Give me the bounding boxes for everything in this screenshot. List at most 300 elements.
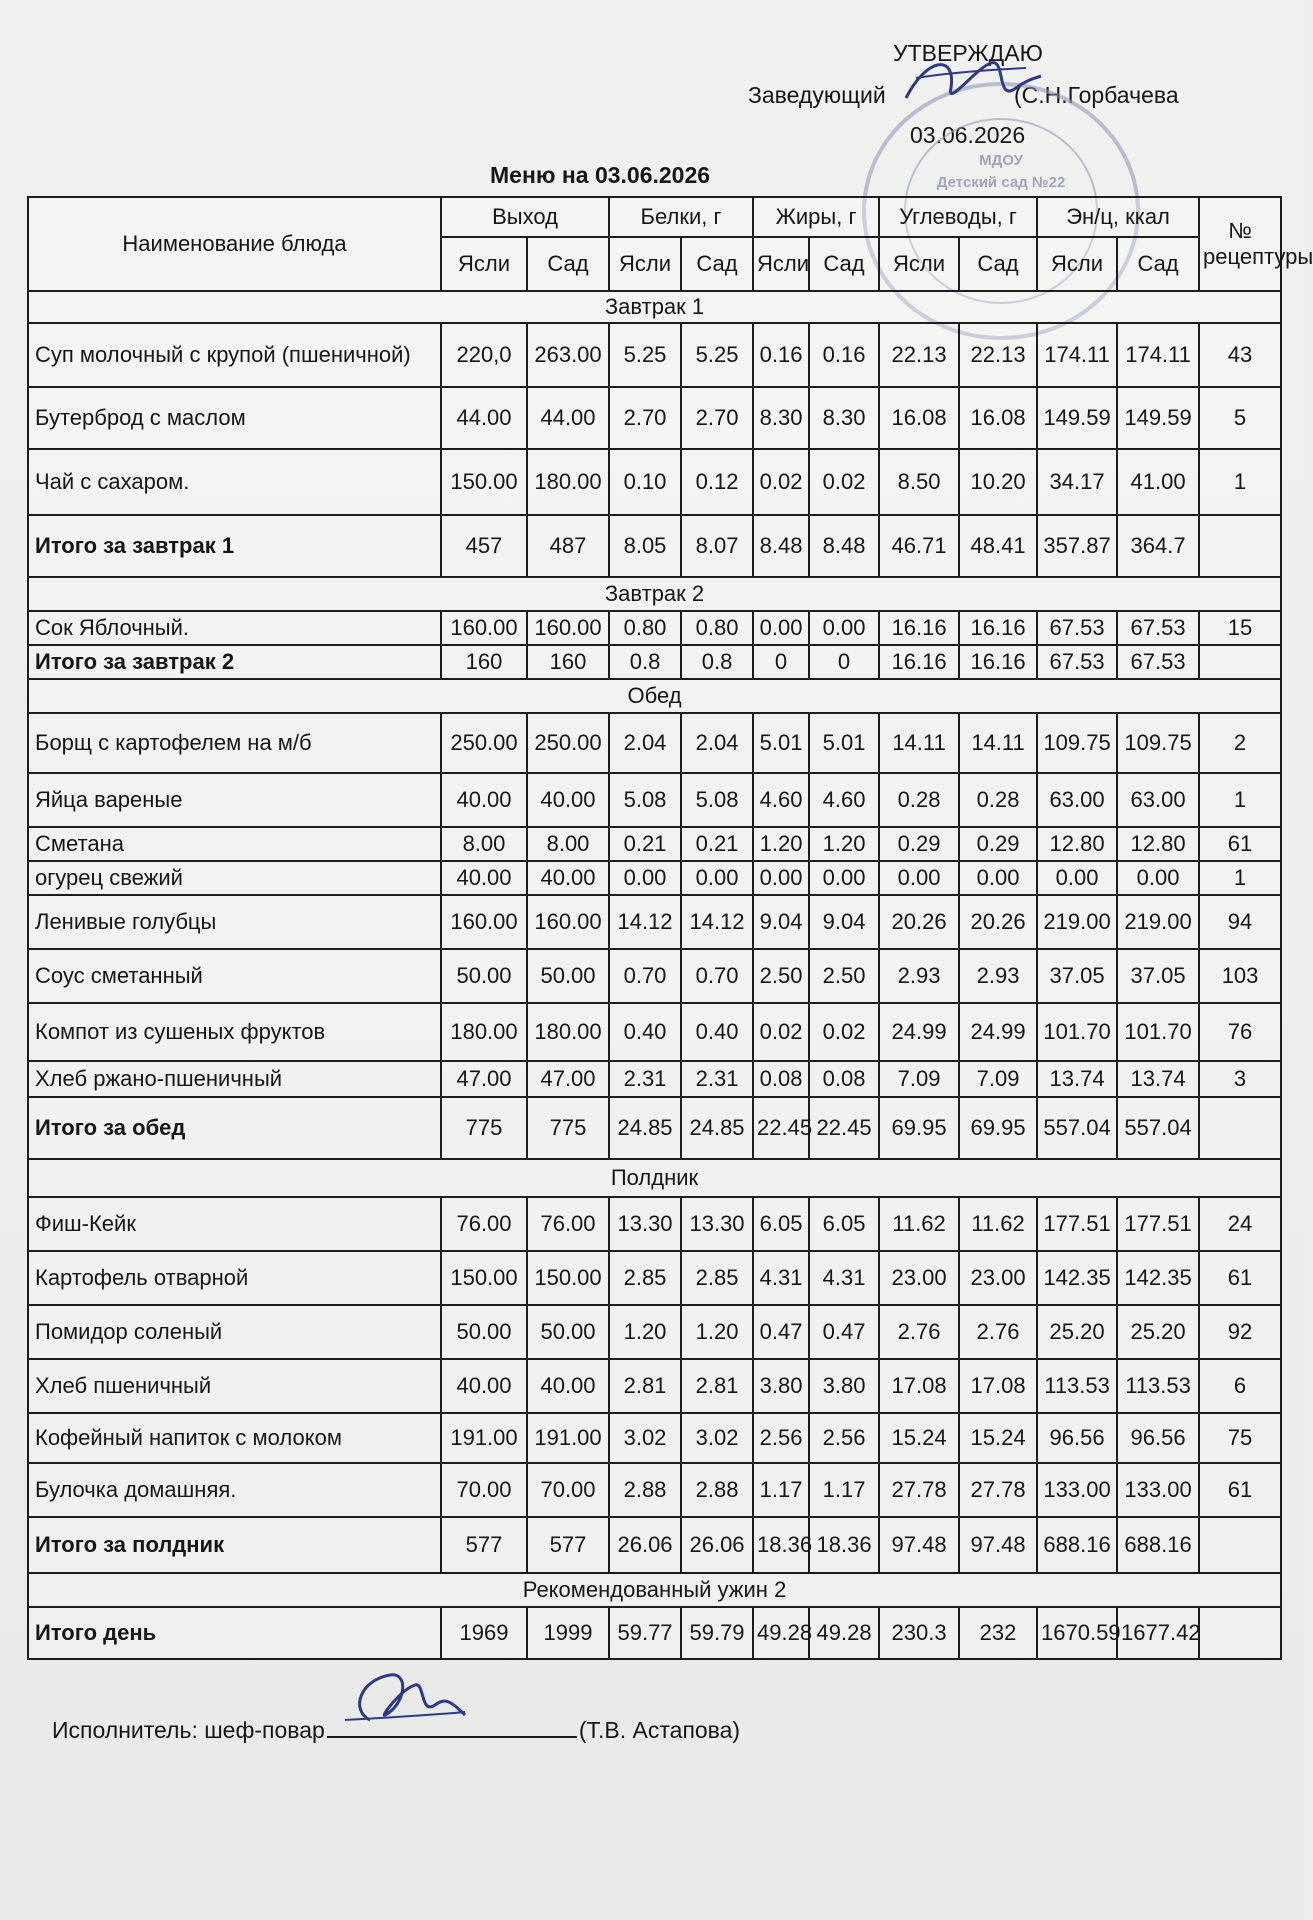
total-value: 457 (441, 515, 527, 577)
dish-value: 70.00 (527, 1463, 609, 1517)
approval-position: Заведующий (748, 82, 886, 108)
dish-value: 2.81 (681, 1359, 753, 1413)
dish-value: 67.53 (1117, 611, 1199, 645)
dish-name: Кофейный напиток с молоком (28, 1413, 441, 1463)
dish-value: 219.00 (1117, 895, 1199, 949)
dish-value: 61 (1199, 1251, 1281, 1305)
dish-name: Яйца вареные (28, 773, 441, 827)
dish-value: 0.70 (681, 949, 753, 1003)
dish-value: 250.00 (441, 713, 527, 773)
total-value: 24.85 (609, 1097, 681, 1159)
dish-value: 2.93 (879, 949, 959, 1003)
dish-value: 23.00 (959, 1251, 1037, 1305)
dish-row (28, 611, 1281, 645)
header-sub: Сад (527, 237, 609, 291)
total-value: 1999 (527, 1607, 609, 1659)
menu-table (27, 196, 1313, 1660)
dish-value: 2.76 (959, 1305, 1037, 1359)
total-value: 22.45 (753, 1097, 809, 1159)
footer-label: Исполнитель: шеф-повар (52, 1717, 325, 1743)
total-value: 49.28 (809, 1607, 879, 1659)
dish-value: 96.56 (1037, 1413, 1117, 1463)
dish-value: 24.99 (959, 1003, 1037, 1061)
total-value: 0.8 (609, 645, 681, 679)
dish-value: 150.00 (527, 1251, 609, 1305)
dish-row (28, 1061, 1281, 1097)
dish-value: 9.04 (753, 895, 809, 949)
dish-value: 3.80 (809, 1359, 879, 1413)
dish-value: 149.59 (1117, 387, 1199, 449)
header-group: Углеводы, г (879, 197, 1037, 237)
total-value: 46.71 (879, 515, 959, 577)
header-sub: Ясли (753, 237, 809, 291)
total-value: 16.16 (879, 645, 959, 679)
dish-name: Ленивые голубцы (28, 895, 441, 949)
total-name: Итого день (28, 1607, 441, 1659)
dish-row (28, 827, 1281, 861)
dish-value: 180.00 (441, 1003, 527, 1061)
dish-value: 12.80 (1117, 827, 1199, 861)
total-name: Итого за обед (28, 1097, 441, 1159)
header-sub: Ясли (879, 237, 959, 291)
dish-value: 133.00 (1117, 1463, 1199, 1517)
dish-value: 24.99 (879, 1003, 959, 1061)
dish-value: 2 (1199, 713, 1281, 773)
dish-value: 1 (1199, 861, 1281, 895)
dish-value: 2.56 (809, 1413, 879, 1463)
dish-value: 0.47 (809, 1305, 879, 1359)
total-value: 775 (527, 1097, 609, 1159)
dish-row (28, 1359, 1281, 1413)
total-value: 688.16 (1037, 1517, 1117, 1573)
section-title: Завтрак 1 (28, 291, 1281, 323)
total-row (28, 515, 1281, 577)
dish-value: 70.00 (441, 1463, 527, 1517)
dish-value: 4.31 (753, 1251, 809, 1305)
dish-value: 180.00 (527, 1003, 609, 1061)
header-sub: Ясли (441, 237, 527, 291)
header-sub: Ясли (609, 237, 681, 291)
dish-value: 6 (1199, 1359, 1281, 1413)
dish-value: 2.04 (609, 713, 681, 773)
dish-value: 0.21 (609, 827, 681, 861)
total-value (1199, 1607, 1281, 1659)
total-value: 69.95 (959, 1097, 1037, 1159)
total-value: 8.48 (753, 515, 809, 577)
dish-value: 101.70 (1037, 1003, 1117, 1061)
dish-value: 113.53 (1037, 1359, 1117, 1413)
total-value: 1670.59 (1037, 1607, 1117, 1659)
dish-value: 16.16 (959, 611, 1037, 645)
dish-value: 61 (1199, 827, 1281, 861)
dish-value: 8.50 (879, 449, 959, 515)
dish-value: 149.59 (1037, 387, 1117, 449)
dish-name: Хлеб пшеничный (28, 1359, 441, 1413)
dish-value: 6.05 (809, 1197, 879, 1251)
total-value: 8.07 (681, 515, 753, 577)
dish-value: 2.56 (753, 1413, 809, 1463)
dish-value: 160.00 (527, 895, 609, 949)
dish-value: 2.76 (879, 1305, 959, 1359)
dish-value: 34.17 (1037, 449, 1117, 515)
dish-value: 0.28 (879, 773, 959, 827)
dish-value: 17.08 (879, 1359, 959, 1413)
total-value: 230.3 (879, 1607, 959, 1659)
dish-name: Сметана (28, 827, 441, 861)
dish-value: 15.24 (959, 1413, 1037, 1463)
dish-value: 3.02 (681, 1413, 753, 1463)
dish-value: 44.00 (441, 387, 527, 449)
dish-value: 1.17 (753, 1463, 809, 1517)
dish-value: 76 (1199, 1003, 1281, 1061)
dish-value: 2.50 (753, 949, 809, 1003)
total-value: 48.41 (959, 515, 1037, 577)
dish-value: 7.09 (959, 1061, 1037, 1097)
dish-value: 0.80 (681, 611, 753, 645)
dish-value: 5.25 (609, 323, 681, 387)
dish-value: 5.01 (809, 713, 879, 773)
dish-value: 177.51 (1117, 1197, 1199, 1251)
dish-value: 4.60 (809, 773, 879, 827)
dish-value: 23.00 (879, 1251, 959, 1305)
dish-name: Компот из сушеных фруктов (28, 1003, 441, 1061)
dish-value: 40.00 (441, 1359, 527, 1413)
dish-value: 22.13 (959, 323, 1037, 387)
dish-value: 2.70 (609, 387, 681, 449)
header-sub: Сад (681, 237, 753, 291)
dish-value: 0.00 (809, 861, 879, 895)
dish-value: 1.20 (681, 1305, 753, 1359)
dish-value: 0.02 (753, 449, 809, 515)
section-title: Обед (28, 679, 1281, 713)
total-value: 557.04 (1037, 1097, 1117, 1159)
dish-value: 150.00 (441, 1251, 527, 1305)
dish-value: 50.00 (527, 1305, 609, 1359)
dish-value: 150.00 (441, 449, 527, 515)
dish-value: 0.29 (879, 827, 959, 861)
dish-value: 50.00 (527, 949, 609, 1003)
dish-value: 27.78 (879, 1463, 959, 1517)
director-signature (896, 48, 1046, 118)
dish-value: 0.00 (879, 861, 959, 895)
header-name: Наименование блюда (28, 197, 441, 291)
dish-value: 113.53 (1117, 1359, 1199, 1413)
dish-value: 14.12 (681, 895, 753, 949)
dish-value: 0.02 (753, 1003, 809, 1061)
header-group: Белки, г (609, 197, 753, 237)
dish-value: 0.00 (753, 861, 809, 895)
dish-value: 7.09 (879, 1061, 959, 1097)
section-row (28, 679, 1281, 713)
total-value: 24.85 (681, 1097, 753, 1159)
dish-value: 101.70 (1117, 1003, 1199, 1061)
footer-name: (Т.В. Астапова) (578, 1717, 741, 1743)
approval-date: 03.06.2026 (910, 122, 1026, 148)
dish-value: 63.00 (1117, 773, 1199, 827)
total-row (28, 645, 1281, 679)
total-value: 26.06 (609, 1517, 681, 1573)
dish-value: 41.00 (1117, 449, 1199, 515)
dish-value: 8.00 (527, 827, 609, 861)
dish-name: Фиш-Кейк (28, 1197, 441, 1251)
dish-value: 2.50 (809, 949, 879, 1003)
dish-value: 14.11 (959, 713, 1037, 773)
header-sub: Сад (959, 237, 1037, 291)
dish-value: 174.11 (1037, 323, 1117, 387)
dish-value: 2.70 (681, 387, 753, 449)
dish-value: 2.04 (681, 713, 753, 773)
dish-value: 109.75 (1037, 713, 1117, 773)
total-value: 0 (753, 645, 809, 679)
dish-value: 15 (1199, 611, 1281, 645)
dish-value: 61 (1199, 1463, 1281, 1517)
dish-value: 5.01 (753, 713, 809, 773)
stamp-line: МДОУ (979, 152, 1023, 169)
dish-value: 17.08 (959, 1359, 1037, 1413)
dish-value: 40.00 (441, 861, 527, 895)
dish-row (28, 387, 1281, 449)
dish-row (28, 949, 1281, 1003)
approval-name: (С.Н.Горбачева (1014, 82, 1179, 108)
total-value: 18.36 (753, 1517, 809, 1573)
section-row (28, 1159, 1281, 1197)
total-value: 97.48 (879, 1517, 959, 1573)
total-value: 67.53 (1037, 645, 1117, 679)
dish-value: 24 (1199, 1197, 1281, 1251)
dish-value: 96.56 (1117, 1413, 1199, 1463)
dish-name: Чай с сахаром. (28, 449, 441, 515)
dish-value: 0.00 (959, 861, 1037, 895)
header-sub: Ясли (1037, 237, 1117, 291)
dish-value: 47.00 (527, 1061, 609, 1097)
total-name: Итого за завтрак 1 (28, 515, 441, 577)
dish-value: 1 (1199, 449, 1281, 515)
total-value: 775 (441, 1097, 527, 1159)
total-value: 577 (527, 1517, 609, 1573)
dish-value: 160.00 (441, 611, 527, 645)
total-value: 8.48 (809, 515, 879, 577)
dish-value: 1 (1199, 773, 1281, 827)
total-name: Итого за завтрак 2 (28, 645, 441, 679)
dish-value: 250.00 (527, 713, 609, 773)
dish-value: 8.00 (441, 827, 527, 861)
dish-value: 0.40 (609, 1003, 681, 1061)
dish-value: 0.80 (609, 611, 681, 645)
dish-row (28, 713, 1281, 773)
dish-value: 50.00 (441, 949, 527, 1003)
dish-value: 0.00 (609, 861, 681, 895)
dish-value: 27.78 (959, 1463, 1037, 1517)
total-value: 0 (809, 645, 879, 679)
page-title: Меню на 03.06.2026 (490, 162, 711, 188)
dish-value: 14.12 (609, 895, 681, 949)
dish-value: 160.00 (527, 611, 609, 645)
dish-value: 22.13 (879, 323, 959, 387)
dish-value: 2.88 (681, 1463, 753, 1517)
dish-value: 16.08 (959, 387, 1037, 449)
dish-value: 4.60 (753, 773, 809, 827)
dish-value: 5.25 (681, 323, 753, 387)
dish-row (28, 1003, 1281, 1061)
dish-value: 40.00 (527, 773, 609, 827)
total-row (28, 1517, 1281, 1573)
total-value (1199, 645, 1281, 679)
dish-value: 5.08 (681, 773, 753, 827)
dish-value: 8.30 (753, 387, 809, 449)
dish-value: 63.00 (1037, 773, 1117, 827)
dish-value: 263.00 (527, 323, 609, 387)
section-title: Полдник (28, 1159, 1281, 1197)
dish-value: 13.74 (1117, 1061, 1199, 1097)
dish-row (28, 861, 1281, 895)
section-title: Завтрак 2 (28, 577, 1281, 611)
section-row (28, 1573, 1281, 1607)
dish-value: 13.30 (681, 1197, 753, 1251)
header-recipe: № рецептуры (1199, 197, 1281, 291)
total-value: 67.53 (1117, 645, 1199, 679)
dish-name: Сок Яблочный. (28, 611, 441, 645)
dish-value: 2.88 (609, 1463, 681, 1517)
dish-value: 191.00 (441, 1413, 527, 1463)
dish-row (28, 1251, 1281, 1305)
dish-value: 8.30 (809, 387, 879, 449)
dish-value: 0.08 (809, 1061, 879, 1097)
dish-row (28, 1197, 1281, 1251)
dish-value: 3.02 (609, 1413, 681, 1463)
dish-name: Бутерброд с маслом (28, 387, 441, 449)
dish-value: 37.05 (1117, 949, 1199, 1003)
total-value: 18.36 (809, 1517, 879, 1573)
chef-signature (340, 1660, 470, 1740)
dish-value: 11.62 (879, 1197, 959, 1251)
dish-name: огурец свежий (28, 861, 441, 895)
dish-value: 76.00 (527, 1197, 609, 1251)
approval-heading: УТВЕРЖДАЮ (893, 40, 1043, 66)
dish-row (28, 1413, 1281, 1463)
dish-row (28, 449, 1281, 515)
dish-value: 14.11 (879, 713, 959, 773)
dish-value: 11.62 (959, 1197, 1037, 1251)
section-title: Рекомендованный ужин 2 (28, 1573, 1281, 1607)
dish-value: 191.00 (527, 1413, 609, 1463)
total-value: 26.06 (681, 1517, 753, 1573)
dish-value: 67.53 (1037, 611, 1117, 645)
dish-value: 0.47 (753, 1305, 809, 1359)
dish-value: 15.24 (879, 1413, 959, 1463)
dish-name: Помидор соленый (28, 1305, 441, 1359)
dish-name: Хлеб ржано-пшеничный (28, 1061, 441, 1097)
dish-value: 44.00 (527, 387, 609, 449)
total-value: 232 (959, 1607, 1037, 1659)
total-value: 49.28 (753, 1607, 809, 1659)
dish-value: 220,0 (441, 323, 527, 387)
dish-value: 0.10 (609, 449, 681, 515)
dish-value: 25.20 (1117, 1305, 1199, 1359)
dish-value: 2.81 (609, 1359, 681, 1413)
total-row (28, 1607, 1281, 1659)
total-value: 688.16 (1117, 1517, 1199, 1573)
dish-value: 103 (1199, 949, 1281, 1003)
dish-value: 13.74 (1037, 1061, 1117, 1097)
dish-value: 43 (1199, 323, 1281, 387)
dish-name: Булочка домашняя. (28, 1463, 441, 1517)
total-value: 69.95 (879, 1097, 959, 1159)
dish-row (28, 323, 1281, 387)
dish-value: 0.29 (959, 827, 1037, 861)
dish-name: Суп молочный с крупой (пшеничной) (28, 323, 441, 387)
dish-value: 0.12 (681, 449, 753, 515)
dish-value: 1.20 (809, 827, 879, 861)
dish-value: 25.20 (1037, 1305, 1117, 1359)
total-value: 577 (441, 1517, 527, 1573)
dish-value: 0.21 (681, 827, 753, 861)
total-row (28, 1097, 1281, 1159)
dish-value: 40.00 (441, 773, 527, 827)
dish-value: 47.00 (441, 1061, 527, 1097)
total-value: 97.48 (959, 1517, 1037, 1573)
dish-value: 0.00 (753, 611, 809, 645)
dish-value: 16.08 (879, 387, 959, 449)
dish-value: 0.00 (1037, 861, 1117, 895)
dish-name: Борщ с картофелем на м/б (28, 713, 441, 773)
total-value: 364.7 (1117, 515, 1199, 577)
dish-row (28, 773, 1281, 827)
dish-name: Соус сметанный (28, 949, 441, 1003)
dish-value: 0.16 (809, 323, 879, 387)
dish-value: 1.17 (809, 1463, 879, 1517)
total-value: 16.16 (959, 645, 1037, 679)
stamp-line: Детский сад №22 (936, 174, 1066, 191)
dish-value: 37.05 (1037, 949, 1117, 1003)
dish-value: 20.26 (959, 895, 1037, 949)
dish-value: 3.80 (753, 1359, 809, 1413)
dish-value: 133.00 (1037, 1463, 1117, 1517)
header-group: Выход (441, 197, 609, 237)
dish-value: 2.85 (681, 1251, 753, 1305)
section-row (28, 577, 1281, 611)
dish-value: 40.00 (527, 1359, 609, 1413)
total-name: Итого за полдник (28, 1517, 441, 1573)
dish-value: 0.02 (809, 1003, 879, 1061)
dish-row (28, 1305, 1281, 1359)
dish-value: 160.00 (441, 895, 527, 949)
dish-value: 3 (1199, 1061, 1281, 1097)
dish-value: 0.00 (1117, 861, 1199, 895)
dish-value: 13.30 (609, 1197, 681, 1251)
dish-value: 109.75 (1117, 713, 1199, 773)
dish-value: 92 (1199, 1305, 1281, 1359)
total-value: 160 (441, 645, 527, 679)
dish-value: 0.08 (753, 1061, 809, 1097)
dish-value: 142.35 (1037, 1251, 1117, 1305)
section-row (28, 291, 1281, 323)
dish-value: 142.35 (1117, 1251, 1199, 1305)
dish-value: 76.00 (441, 1197, 527, 1251)
header-sub: Сад (1117, 237, 1199, 291)
dish-value: 0.00 (681, 861, 753, 895)
total-value: 487 (527, 515, 609, 577)
dish-value: 219.00 (1037, 895, 1117, 949)
total-value (1199, 1517, 1281, 1573)
dish-value: 10.20 (959, 449, 1037, 515)
dish-value: 9.04 (809, 895, 879, 949)
dish-value: 0.70 (609, 949, 681, 1003)
total-value (1199, 1097, 1281, 1159)
dish-row (28, 895, 1281, 949)
dish-value: 2.85 (609, 1251, 681, 1305)
total-value: 8.05 (609, 515, 681, 577)
dish-value: 0.00 (809, 611, 879, 645)
